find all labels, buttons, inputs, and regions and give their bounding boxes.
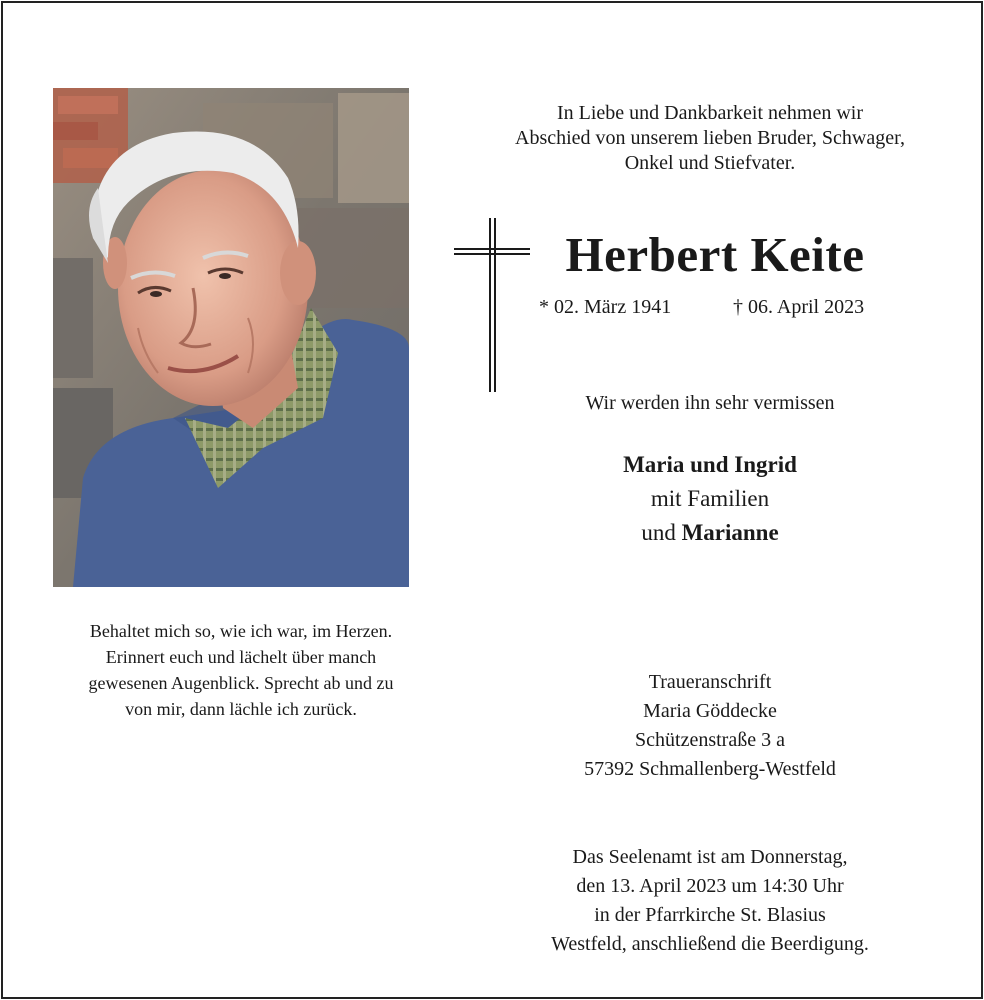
poem-line: gewesenen Augenblick. Sprecht ab und zu: [88, 673, 394, 693]
poem-line: Erinnert euch und lächelt über manch: [105, 647, 377, 667]
portrait-photo: [53, 88, 409, 587]
poem-line: von mir, dann lächle ich zurück.: [125, 699, 357, 719]
family-names: [460, 448, 960, 550]
service-line: Westfeld, anschließend die Beerdigung.: [551, 933, 869, 955]
address-street: Schützenstraße 3 a: [635, 729, 785, 751]
address-name: Maria Göddecke: [643, 700, 777, 722]
intro-line: Abschied von unserem lieben Bruder, Schwager,: [515, 127, 905, 149]
mourning-address: [460, 668, 960, 784]
poem-line: Behaltet mich so, wie ich war, im Herzen.: [89, 621, 393, 641]
poem: [40, 618, 442, 722]
death-date: † 06. April 2023: [733, 296, 865, 318]
deceased-name: Herbert Keite: [565, 227, 865, 282]
closing-line: Wir werden ihn sehr vermissen: [585, 392, 835, 414]
life-dates: [530, 296, 900, 326]
service-info: [460, 843, 960, 959]
family-last-name: Marianne: [681, 520, 779, 545]
intro-line: In Liebe und Dankbarkeit nehmen wir: [556, 102, 863, 124]
family-primary: Maria und Ingrid: [623, 452, 797, 477]
service-line: in der Pfarrkirche St. Blasius: [594, 904, 826, 926]
address-city: 57392 Schmallenberg-Westfeld: [584, 758, 836, 780]
intro-line: Onkel und Stiefvater.: [624, 152, 796, 174]
family-with: mit Familien: [650, 486, 770, 511]
family-and: und: [641, 520, 676, 545]
service-line: Das Seelenamt ist am Donnerstag,: [572, 846, 848, 868]
cross-icon: [452, 216, 532, 394]
service-line: den 13. April 2023 um 14:30 Uhr: [576, 875, 844, 897]
family-last: [460, 516, 960, 550]
birth-date: * 02. März 1941: [539, 296, 672, 318]
address-heading: Traueranschrift: [648, 671, 772, 693]
intro-text: [455, 101, 965, 176]
